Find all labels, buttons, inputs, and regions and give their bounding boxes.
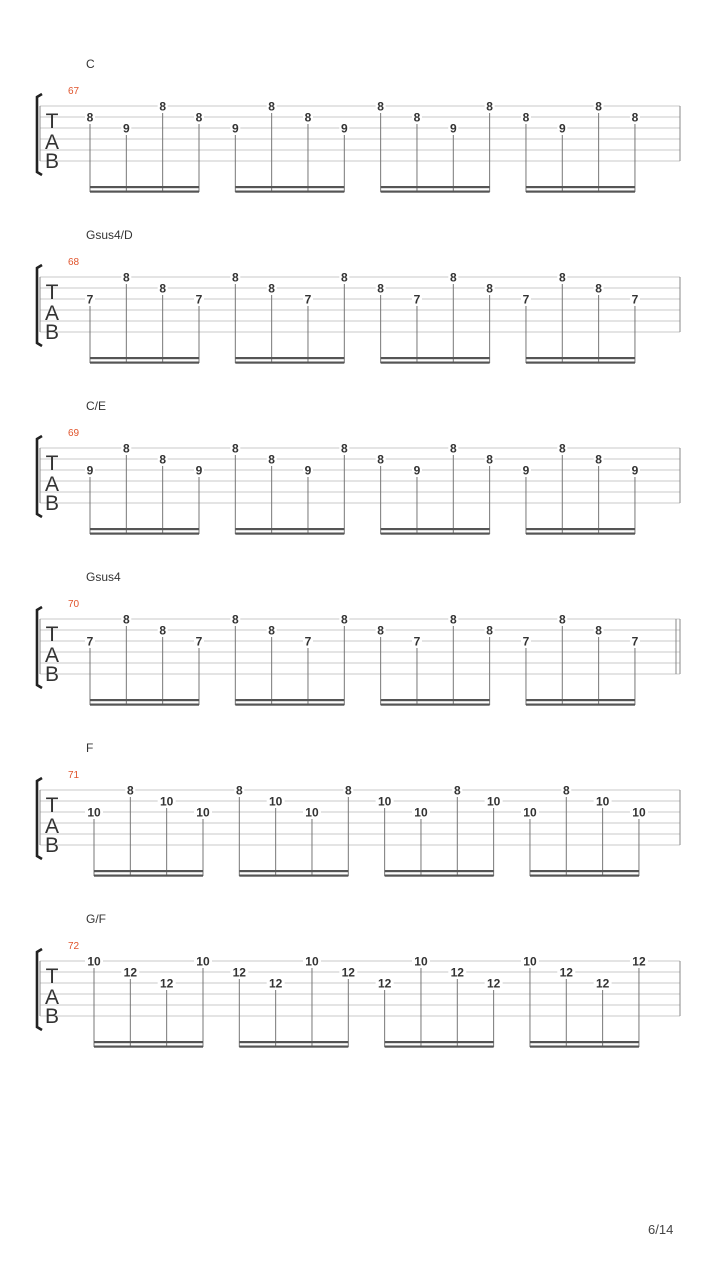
- fret-number: 12: [159, 976, 174, 991]
- beam: [530, 870, 639, 872]
- beam: [90, 362, 199, 364]
- beam: [381, 362, 490, 364]
- fret-number: 10: [305, 805, 319, 820]
- fret-number: 8: [122, 441, 130, 456]
- fret-number: 8: [562, 783, 570, 798]
- fret-number: 8: [304, 110, 312, 125]
- fret-number: 9: [522, 463, 530, 478]
- beam: [530, 875, 639, 877]
- beam: [526, 704, 635, 706]
- tab-system: [37, 570, 680, 706]
- beam: [385, 1046, 494, 1048]
- fret-number: 7: [413, 292, 421, 307]
- chord-name: Gsus4: [86, 570, 121, 584]
- page-number: 6/14: [648, 1222, 674, 1237]
- tab-clef-letter: B: [44, 321, 60, 344]
- fret-number: 8: [122, 612, 130, 627]
- fret-number: 10: [632, 805, 646, 820]
- fret-number: 10: [87, 805, 101, 820]
- fret-number: 8: [486, 452, 493, 467]
- fret-number: 9: [558, 121, 566, 136]
- fret-number: 10: [414, 805, 428, 820]
- tab-system: [37, 57, 680, 193]
- fret-number: 8: [558, 612, 566, 627]
- fret-number: 8: [413, 110, 421, 125]
- beam: [235, 528, 344, 530]
- fret-number: 12: [341, 965, 355, 980]
- fret-number: 9: [413, 463, 421, 478]
- chord-name: F: [86, 741, 94, 755]
- fret-number: 8: [558, 270, 566, 285]
- beam: [239, 870, 348, 872]
- fret-number: 12: [450, 965, 464, 980]
- beam: [235, 362, 344, 364]
- measure-number: 72: [68, 941, 80, 952]
- fret-number: 8: [486, 99, 493, 114]
- beam: [385, 875, 494, 877]
- fret-number: 12: [559, 965, 573, 980]
- fret-number: 8: [159, 623, 167, 638]
- fret-number: 12: [377, 976, 392, 991]
- chord-name: G/F: [86, 912, 106, 926]
- beam: [381, 533, 490, 535]
- beam: [381, 699, 490, 701]
- beam: [94, 1041, 203, 1043]
- beam: [385, 870, 494, 872]
- beam: [235, 533, 344, 535]
- fret-number: 8: [231, 270, 239, 285]
- fret-number: 8: [340, 270, 348, 285]
- beam: [239, 875, 348, 877]
- fret-number: 8: [340, 441, 348, 456]
- tab-clef-letter: T: [45, 965, 59, 988]
- fret-number: 8: [377, 452, 384, 467]
- beam: [239, 1041, 348, 1043]
- fret-number: 7: [522, 634, 530, 649]
- fret-number: 12: [232, 965, 246, 980]
- tab-clef-letter: T: [45, 110, 59, 133]
- beam: [381, 186, 490, 188]
- fret-number: 7: [304, 634, 312, 649]
- tab-clef-letter: A: [44, 302, 60, 325]
- fret-number: 10: [377, 794, 392, 809]
- measure-number: 68: [68, 257, 80, 268]
- beam: [530, 1041, 639, 1043]
- fret-number: 8: [159, 99, 167, 114]
- fret-number: 8: [377, 281, 384, 296]
- beam: [381, 704, 490, 706]
- measure-number: 71: [68, 770, 80, 781]
- fret-number: 8: [86, 110, 94, 125]
- fret-number: 8: [595, 99, 602, 114]
- beam: [90, 186, 199, 188]
- fret-number: 10: [268, 794, 283, 809]
- tab-clef-letter: A: [44, 986, 60, 1009]
- tab-clef-letter: T: [45, 794, 59, 817]
- beam: [90, 191, 199, 193]
- beam: [90, 699, 199, 701]
- fret-number: 9: [449, 121, 457, 136]
- fret-number: 8: [122, 270, 130, 285]
- tab-system: [37, 741, 680, 877]
- beam: [381, 357, 490, 359]
- tab-system: [37, 912, 680, 1048]
- beam: [526, 191, 635, 193]
- beam: [526, 699, 635, 701]
- fret-number: 8: [268, 452, 275, 467]
- fret-number: 7: [522, 292, 530, 307]
- fret-number: 8: [159, 281, 167, 296]
- tab-clef-letter: A: [44, 473, 60, 496]
- tab-system: [37, 228, 680, 364]
- fret-number: 10: [159, 794, 174, 809]
- tab-clef-letter: A: [44, 815, 60, 838]
- fret-number: 10: [87, 954, 101, 969]
- beam: [526, 533, 635, 535]
- fret-number: 10: [196, 954, 210, 969]
- beam: [90, 528, 199, 530]
- fret-number: 8: [126, 783, 134, 798]
- beam: [94, 1046, 203, 1048]
- chord-name: C: [86, 57, 95, 71]
- beam: [94, 870, 203, 872]
- fret-number: 9: [86, 463, 94, 478]
- fret-number: 12: [595, 976, 610, 991]
- tab-clef-letter: B: [44, 834, 60, 857]
- tab-clef-letter: B: [44, 150, 60, 173]
- fret-number: 8: [453, 783, 461, 798]
- fret-number: 8: [595, 281, 602, 296]
- fret-number: 8: [595, 623, 602, 638]
- beam: [381, 191, 490, 193]
- fret-number: 8: [449, 612, 457, 627]
- fret-number: 10: [523, 805, 537, 820]
- fret-number: 8: [595, 452, 602, 467]
- fret-number: 10: [595, 794, 610, 809]
- fret-number: 8: [486, 623, 493, 638]
- fret-number: 8: [268, 281, 275, 296]
- beam: [381, 528, 490, 530]
- tab-clef-letter: T: [45, 623, 59, 646]
- fret-number: 10: [414, 954, 428, 969]
- fret-number: 8: [268, 623, 275, 638]
- fret-number: 8: [159, 452, 167, 467]
- beam: [239, 1046, 348, 1048]
- beam: [385, 1041, 494, 1043]
- fret-number: 8: [449, 441, 457, 456]
- fret-number: 7: [195, 634, 203, 649]
- fret-number: 7: [195, 292, 203, 307]
- fret-number: 9: [304, 463, 312, 478]
- tab-clef-letter: T: [45, 281, 59, 304]
- beam: [235, 704, 344, 706]
- fret-number: 10: [523, 954, 537, 969]
- chord-name: Gsus4/D: [86, 228, 133, 242]
- beam: [235, 357, 344, 359]
- tab-clef-letter: T: [45, 452, 59, 475]
- fret-number: 8: [631, 110, 639, 125]
- tab-clef-letter: B: [44, 1005, 60, 1028]
- fret-number: 8: [235, 783, 243, 798]
- fret-number: 8: [268, 99, 275, 114]
- tab-clef-letter: A: [44, 644, 60, 667]
- fret-number: 7: [86, 634, 94, 649]
- measure-number: 67: [68, 86, 80, 97]
- fret-number: 8: [486, 281, 493, 296]
- fret-number: 8: [377, 99, 384, 114]
- tab-system: [37, 399, 680, 535]
- fret-number: 7: [86, 292, 94, 307]
- fret-number: 12: [486, 976, 501, 991]
- fret-number: 9: [195, 463, 203, 478]
- fret-number: 7: [631, 634, 639, 649]
- beam: [235, 191, 344, 193]
- beam: [94, 875, 203, 877]
- beam: [526, 186, 635, 188]
- fret-number: 8: [231, 612, 239, 627]
- beam: [90, 357, 199, 359]
- beam: [530, 1046, 639, 1048]
- tab-clef-letter: B: [44, 492, 60, 515]
- fret-number: 7: [631, 292, 639, 307]
- fret-number: 9: [231, 121, 239, 136]
- beam: [526, 362, 635, 364]
- beam: [526, 357, 635, 359]
- beam: [235, 699, 344, 701]
- beam: [90, 533, 199, 535]
- fret-number: 9: [631, 463, 639, 478]
- fret-number: 10: [486, 794, 501, 809]
- fret-number: 9: [340, 121, 348, 136]
- measure-number: 69: [68, 428, 80, 439]
- fret-number: 8: [377, 623, 384, 638]
- fret-number: 10: [305, 954, 319, 969]
- fret-number: 8: [344, 783, 352, 798]
- fret-number: 9: [122, 121, 130, 136]
- fret-number: 7: [304, 292, 312, 307]
- fret-number: 8: [522, 110, 530, 125]
- chord-name: C/E: [86, 399, 107, 413]
- fret-number: 8: [231, 441, 239, 456]
- fret-number: 12: [268, 976, 283, 991]
- fret-number: 8: [449, 270, 457, 285]
- beam: [90, 704, 199, 706]
- tab-clef-letter: A: [44, 131, 60, 154]
- measure-number: 70: [68, 599, 80, 610]
- fret-number: 12: [123, 965, 138, 980]
- fret-number: 12: [632, 954, 646, 969]
- fret-number: 8: [340, 612, 348, 627]
- fret-number: 7: [413, 634, 421, 649]
- fret-number: 10: [196, 805, 210, 820]
- beam: [526, 528, 635, 530]
- fret-number: 8: [558, 441, 566, 456]
- beam: [235, 186, 344, 188]
- tab-clef-letter: B: [44, 663, 60, 686]
- fret-number: 8: [195, 110, 203, 125]
